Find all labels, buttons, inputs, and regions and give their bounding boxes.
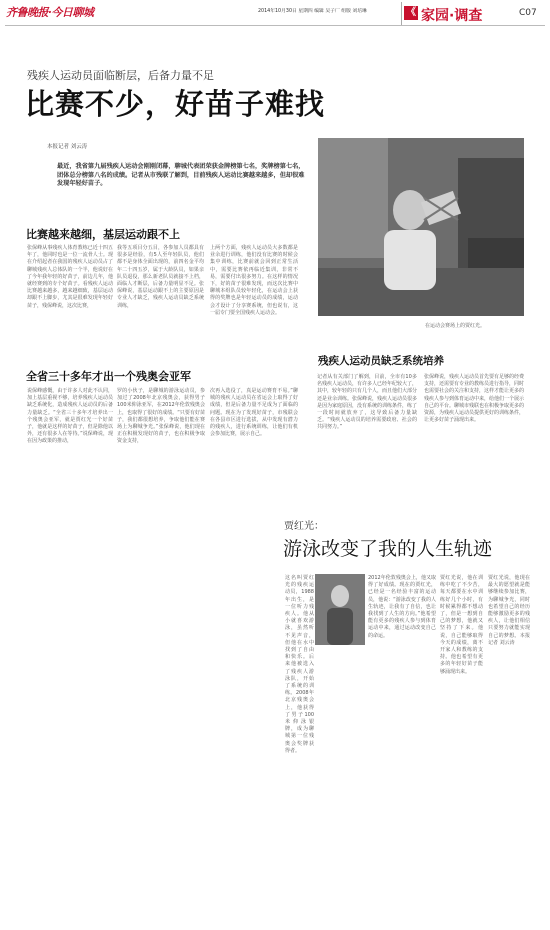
profile-photo — [315, 574, 365, 645]
section-name: 家园·调查 — [421, 8, 483, 24]
profile-headline: 游泳改变了我的人生轨迹 — [283, 538, 493, 560]
article-headline: 比赛不少，好苗子难找 — [25, 87, 326, 121]
profile-col-3: 贾红光说，他在训练中吃了不少苦，每天都要在水中训练好几个小时，有时候累得都不想动了，但是一想到自己的梦想，他就又坚持了下来。他说，自己能够取得今天的成绩，离不开家人和教练的支持。他也希望有更多的年轻好苗子能够涌现出来。 — [440, 575, 483, 675]
profile-col-4: 贾红光说，他现在最大的愿望就是能够继续参加比赛，为聊城争光，同时也希望自己的经历能够激励更多的残疾人，让他们相信只要努力就能实现自己的梦想。本报记者 刘云涛 — [488, 575, 530, 646]
article-lede: 最近，我省第九届残疾人运动会刚刚闭幕，聊城代表团荣获金牌榜第七名，奖牌榜第七名，团体总分榜第八名的成绩。记者从市残联了解到，目前残疾人运动比赛越来越多，但却很难发现年轻好苗子。 — [57, 163, 305, 187]
issue-meta: 2014年10月30日 星期四 编辑 吴子厂 组版 刘培琳 — [258, 9, 367, 14]
sub1-col-3: 上两个方面，残疾人运动员大多数都是业余进行训练，他们没有比赛的时候会集中训练，比赛前就会回到正常生活中，需要比赛依再临近集训，非常不易，需要付出很多努力。在这样的情况下，好的苗子很难发现，而这次比赛中聊城本组队员较年轻化，在运动会上获得的奖牌也是年轻运动员的成绩，运动会才设计了分享赛系统，但也说有，这一届专门要全国残疾人运动会。 — [210, 245, 298, 316]
newspaper-logo: 齐鲁晚报·今日聊城 — [6, 6, 94, 19]
sub3-col-2: 张保峰说，残疾人运动员首先要有足够的经费支持，还需要有专业的教练员进行指导，同时也需要社会的关注和支持，这样才能让更多的残疾人参与到体育运动中来，给他们一个展示自己的平台。聊城市残联也在积极争取更多的资源，为残疾人运动员提供更好的训练条件，让更多好苗子涌现出来。 — [424, 374, 525, 424]
page-number: C07 — [519, 8, 537, 18]
sub2-col-1: 说保峰感慨，由于许多人对此不认同，加上基层重视不够，培养残疾人运动员缺乏系统化，造成残疾人运动员的后备力量缺乏。“全省三十多年才培养出一个残奥会亚军，就是贾红光一个好苗子，他就是这样的好苗子，但是除他以外，还有很多人在等待。”说保峰说，现在因为政策的推动， — [27, 388, 113, 445]
profile-col-1: 这名叫贾红光的残疾运动员，1988年出生，是一位听力残疾人。他从小就喜欢游泳，虽然听不见声音，但他在水中找到了自由和快乐。后来他被选入了残疾人游泳队，开始了系统的训练。2008年北京残奥会上，他获得了男子100米仰泳银牌，成为聊城第一位残奥会奖牌获得者。 — [285, 575, 314, 754]
sub3-col-1: 记者从有关部门了解到，目前，全市有10多名残疾人运动员，有许多人已经年纪较大了，其中，较年轻的只有几个人，而且他们大部分还是业余训练。张保峰说，残疾人运动员很多是因为家庭原因，没有系统的训练条件，练了一段时间就放弃了，这导致后备力量缺乏。“残疾人运动员的培养需要政府、社会的共同努力。” — [317, 374, 418, 431]
profile-photo-illustration — [315, 574, 365, 645]
profile-kicker: 贾红光： — [284, 521, 324, 532]
sub2-col-2: 罗的小伙子，是聊城的游泳运动员，参加过了2008年北京残奥会，获得男子100米仰泳亚军，在2012年伦敦残奥会上，也取得了很好的成绩。“只要有好苗子，我们都很想培养，争取他们能在赛场上为聊城争光。”张保峰说，他们现在正在积极发现好的苗子，也在积极争取资金支持， — [117, 388, 205, 445]
article-kicker: 残疾人运动员面临断层，后备力量不足 — [27, 69, 214, 82]
profile-col-2: 2012年伦敦残奥会上，他又取得了好成绩。现在的贾红光，已经是一名经验丰富的运动员，他说：“游泳改变了我的人生轨迹，让我有了自信，也让我找到了人生的方向。”他希望能有更多的残疾人参与到体育运动中来，通过运动改变自己的命运。 — [368, 575, 436, 639]
subhead-2: 全省三十多年才出一个残奥会亚军 — [26, 370, 191, 383]
section-arrow-icon: 《 — [406, 7, 416, 18]
photo-caption: 在运动会赛场上的贾红光。 — [425, 323, 486, 329]
article-byline: 本报记者 刘云涛 — [47, 144, 88, 150]
sub1-col-1: 张保峰从事残疾人体育教练已近十四五年了，他同时也是一位一流骨人士。现在介绍起者在我国的残疾人运动员占了聊城残疾人总体队的一个半，他说好在了今年我年轻的好苗子，前边几年，他就经赛到的专个好苗子。看残疾人运动比赛越来越多，越来越细致，基层运动却跟不上脚步，尤其是很难发现年轻好苗子，残保峰说，这次比赛， — [27, 245, 113, 309]
subhead-3: 残疾人运动员缺乏系统培养 — [318, 355, 444, 367]
sub1-col-2: 我等五项目分五目，各参加人员都具有很多是经验，有5人至年轻队员，他们都不是身体全面出现的，前四名金平均年二十四五岁，属于大龄队员，如果亲队员退役，那么新老队员就接不上档，面临人才断层，后备力量明显不足。张保峰说，基层运动跟不上的主要原因是专业人才缺乏，残疾人运动员缺乏系统训练， — [117, 245, 204, 309]
masthead-rule — [5, 25, 545, 26]
athlete-photo-illustration — [318, 138, 524, 316]
subhead-1: 比赛越来越细，基层运动跟不上 — [26, 228, 180, 241]
athlete-photo — [318, 138, 524, 316]
sub2-col-3: 次再入选役了，真是运动赛育不易。”聊城的残疾人运动员在省运会上取得了好成绩，但是后备力量不足成为了面临的问题。现在为了发现好苗子，市残联会在各县市区进行选拔，从中发现有潜力的残疾人，进行系统训练，让他们有机会参加比赛，展示自己。 — [210, 388, 298, 438]
